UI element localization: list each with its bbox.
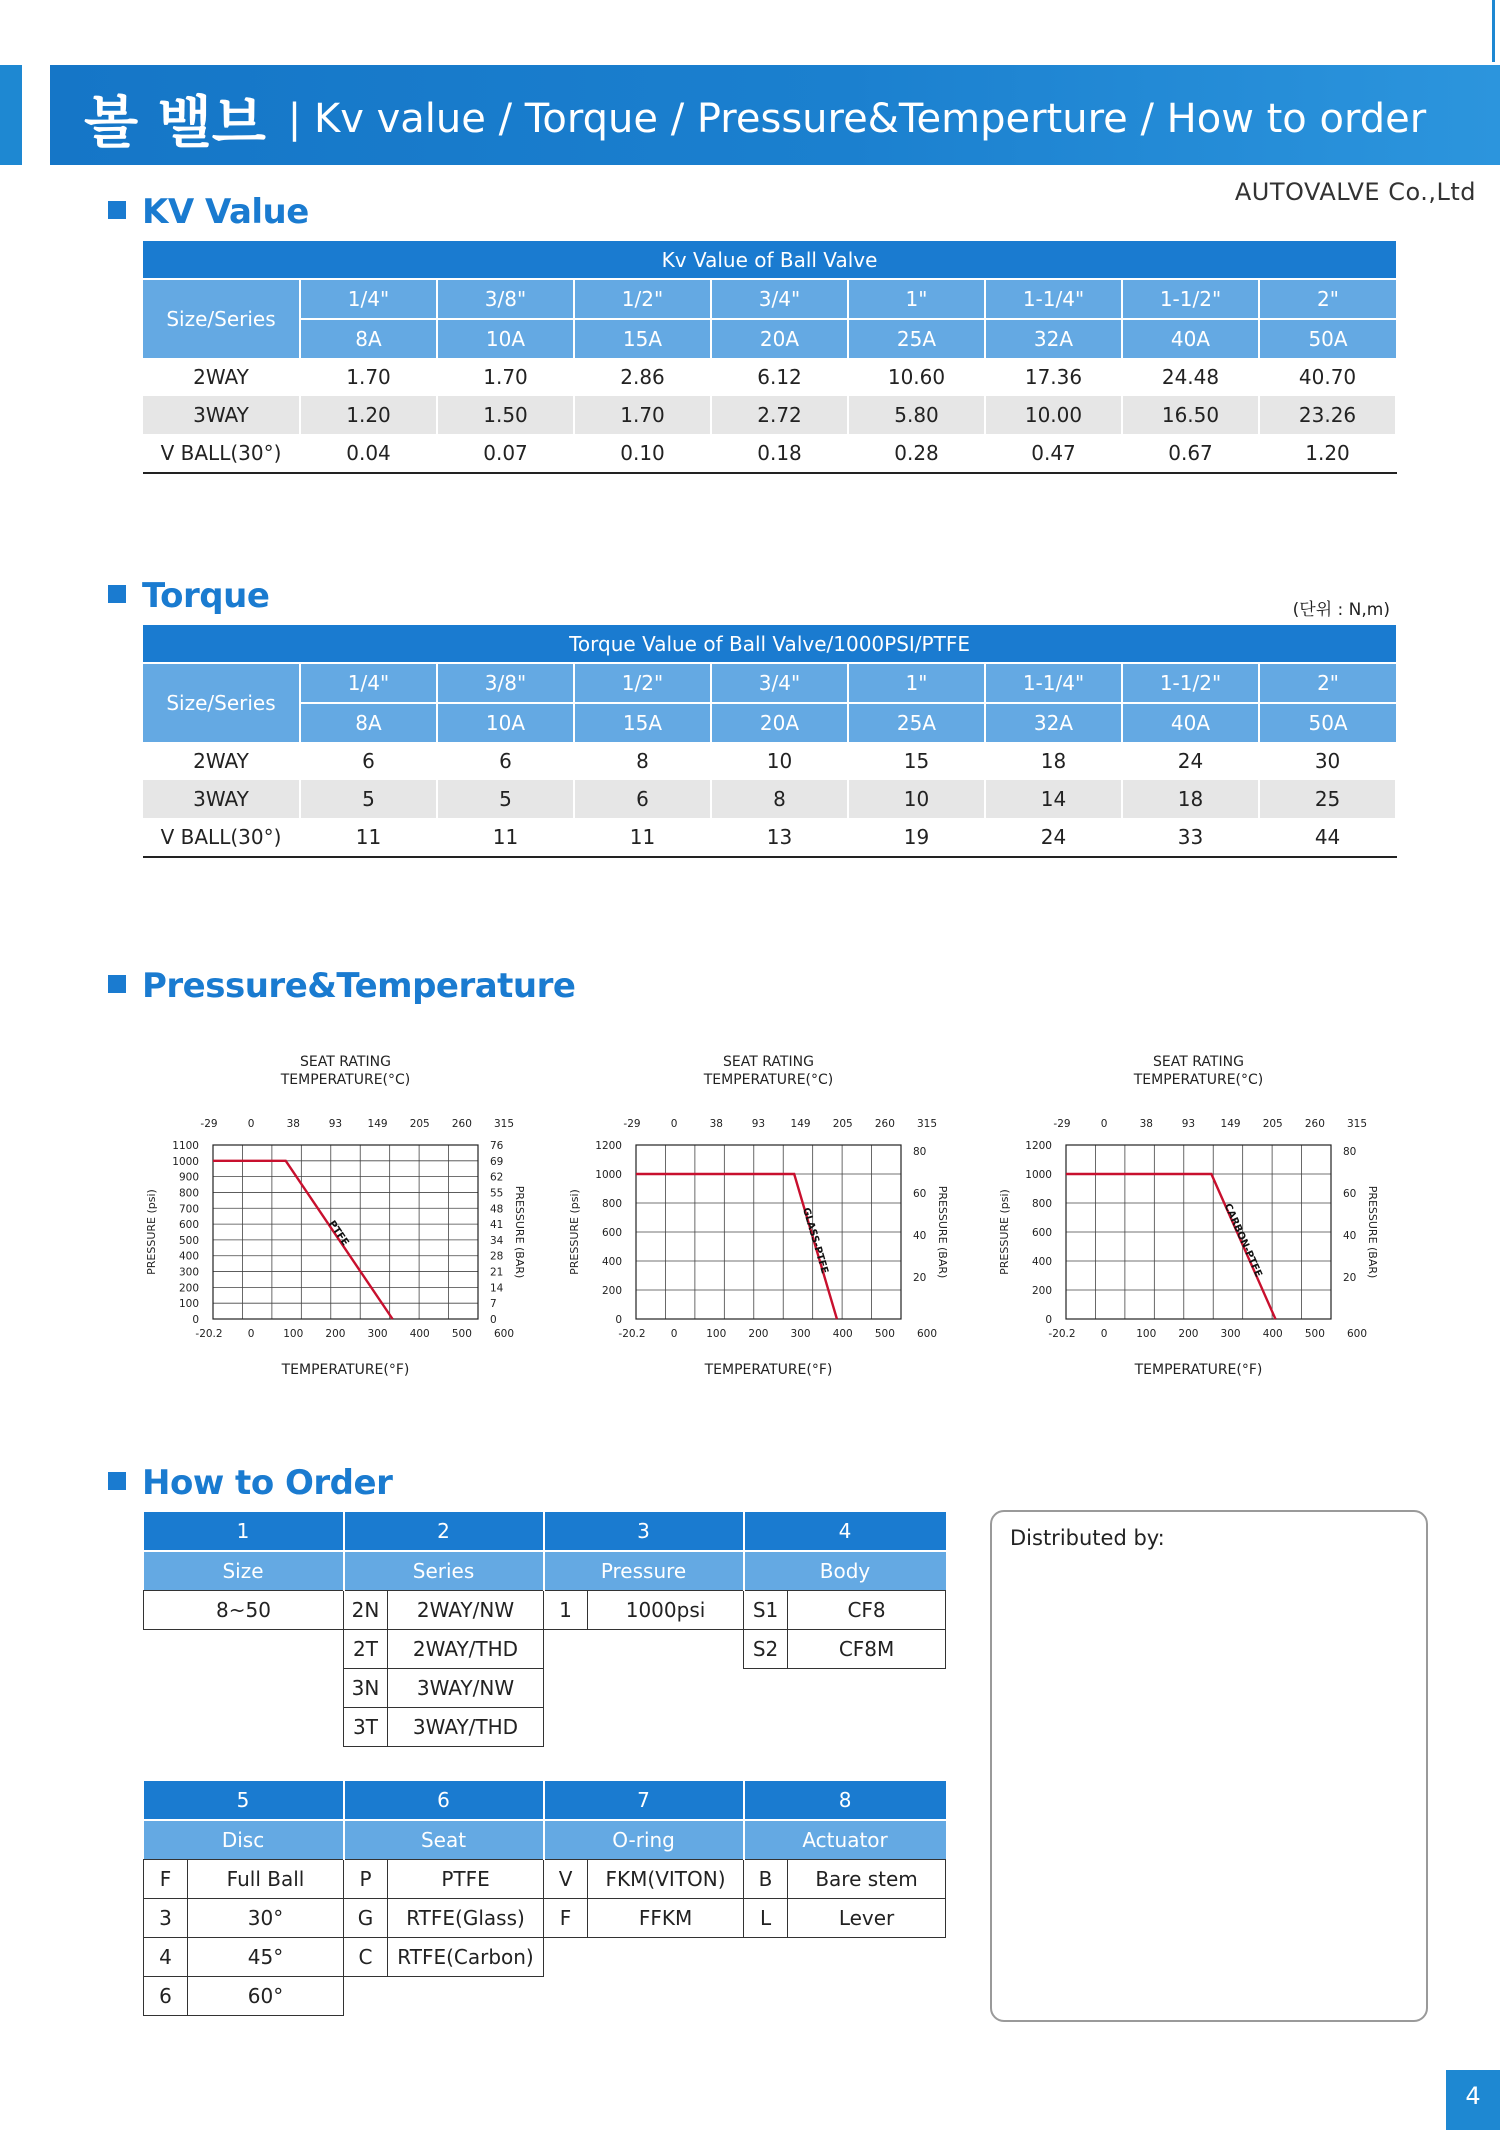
psi-tick-label: 600: [178, 1219, 199, 1232]
value-cell: 5.80: [848, 396, 985, 434]
section-pt-title: Pressure&Temperature: [108, 966, 575, 1006]
celsius-tick-label: 149: [790, 1118, 811, 1130]
psi-tick-label: 300: [178, 1266, 199, 1279]
page-number: 4: [1446, 2070, 1500, 2130]
value-cell: 11: [437, 818, 574, 857]
psi-tick-label: 800: [178, 1187, 199, 1200]
torque-row-header: Size/Series: [143, 663, 300, 742]
chart-top-axis-label: TEMPERATURE(°C): [1133, 1072, 1264, 1088]
size-inch: 2": [1259, 279, 1396, 319]
series-label: GLASS-PTFE: [800, 1206, 830, 1276]
value-cell: 6: [437, 742, 574, 780]
bar-tick-label: 28: [490, 1250, 504, 1263]
size-inch: 1-1/2": [1122, 663, 1259, 703]
oring-name: FFKM: [588, 1899, 744, 1938]
psi-tick-label: 1000: [172, 1155, 199, 1168]
oring-name: FKM(VITON): [588, 1860, 744, 1899]
body-code: S1: [744, 1591, 788, 1630]
value-cell: 40.70: [1259, 358, 1396, 396]
value-cell: 1.50: [437, 396, 574, 434]
psi-tick-label: 400: [601, 1256, 622, 1268]
fahrenheit-tick-label: 100: [1136, 1328, 1157, 1340]
disc-name: Full Ball: [188, 1860, 344, 1899]
disc-name: 30°: [188, 1899, 344, 1938]
celsius-tick-label: 93: [1181, 1118, 1196, 1130]
value-cell: 2.86: [574, 358, 711, 396]
size-inch: 3/8": [437, 279, 574, 319]
value-cell: 2.72: [711, 396, 848, 434]
seat-code: P: [344, 1860, 388, 1899]
psi-tick-label: 1200: [1025, 1140, 1052, 1152]
fahrenheit-tick-label: 400: [1262, 1328, 1283, 1340]
bar-tick-label: 41: [490, 1219, 504, 1232]
value-cell: 18: [1122, 780, 1259, 818]
psi-tick-label: 900: [178, 1171, 199, 1184]
series-name: 2WAY/NW: [388, 1591, 544, 1630]
size-a: 25A: [848, 319, 985, 358]
section-square-icon: [108, 975, 126, 993]
value-cell: 1.70: [300, 358, 437, 396]
celsius-tick-label: 38: [709, 1118, 723, 1130]
fahrenheit-tick-label: 0: [247, 1328, 255, 1340]
size-inch: 1/2": [574, 663, 711, 703]
value-cell: 8: [711, 780, 848, 818]
psi-tick-label: 200: [178, 1282, 199, 1295]
order-table-2-container: [143, 1781, 946, 2016]
header-left-tab: [0, 65, 22, 165]
table-row: [143, 434, 1396, 473]
torque-unit: (단위 : N,m): [1292, 600, 1390, 620]
seat-name: PTFE: [388, 1860, 544, 1899]
size-inch: 3/8": [437, 663, 574, 703]
celsius-tick-label: 0: [247, 1118, 255, 1130]
celsius-tick-label: 38: [286, 1118, 300, 1130]
pressure-name: 1000psi: [588, 1591, 744, 1630]
disc-code: 4: [144, 1938, 188, 1977]
actuator-name: Lever: [788, 1899, 946, 1938]
value-cell: 10.60: [848, 358, 985, 396]
size-a: 40A: [1122, 319, 1259, 358]
chart-title: SEAT RATING: [723, 1054, 814, 1070]
fahrenheit-tick-label: 500: [874, 1328, 895, 1340]
value-cell: 5: [300, 780, 437, 818]
row-label: 2WAY: [143, 358, 300, 396]
value-cell: 14: [985, 780, 1122, 818]
size-a: 40A: [1122, 703, 1259, 742]
series-label: PTFE: [325, 1218, 351, 1249]
celsius-tick-label: 0: [1100, 1118, 1108, 1130]
value-cell: 8: [574, 742, 711, 780]
value-cell: 0.67: [1122, 434, 1259, 473]
celsius-tick-label: 315: [916, 1118, 938, 1130]
size-inch: 3/4": [711, 663, 848, 703]
order-step-label: Body: [744, 1551, 946, 1591]
celsius-tick-label: 315: [493, 1118, 515, 1130]
pressure-code: 1: [544, 1591, 588, 1630]
fahrenheit-tick-label: 200: [325, 1328, 346, 1340]
torque-table: [143, 625, 1397, 858]
celsius-tick-label: 38: [1139, 1118, 1153, 1130]
series-code: 3N: [344, 1669, 388, 1708]
bar-tick-label: 20: [913, 1271, 927, 1284]
psi-tick-label: 0: [192, 1314, 199, 1326]
psi-tick-label: 1100: [172, 1140, 199, 1152]
celsius-tick-label: 260: [1304, 1118, 1325, 1130]
seat-name: RTFE(Carbon): [388, 1938, 544, 1977]
body-name: CF8: [788, 1591, 946, 1630]
order-step-number: 3: [544, 1512, 744, 1551]
psi-tick-label: 700: [178, 1203, 199, 1216]
value-cell: 1.20: [300, 396, 437, 434]
bar-tick-label: 62: [490, 1171, 504, 1184]
order-step-number: 6: [344, 1781, 544, 1820]
order-step-number: 5: [144, 1781, 344, 1820]
series-name: 2WAY/THD: [388, 1630, 544, 1669]
series-code: 2T: [344, 1630, 388, 1669]
disc-code: F: [144, 1860, 188, 1899]
size-a: 20A: [711, 703, 848, 742]
bar-tick-label: 60: [1343, 1187, 1357, 1200]
psi-tick-label: 1000: [1025, 1169, 1052, 1181]
celsius-tick-label: -29: [1053, 1118, 1071, 1130]
chart-ylabel: PRESSURE (psi): [568, 1189, 581, 1275]
body-code: S2: [744, 1630, 788, 1669]
seat-code: C: [344, 1938, 388, 1977]
value-cell: 1.20: [1259, 434, 1396, 473]
order-step-label: Series: [344, 1551, 544, 1591]
psi-tick-label: 1200: [595, 1140, 622, 1152]
value-cell: 30: [1259, 742, 1396, 780]
fahrenheit-tick-label: -20.2: [1048, 1328, 1076, 1340]
bar-tick-label: 14: [490, 1282, 504, 1295]
value-cell: 25: [1259, 780, 1396, 818]
fahrenheit-tick-label: 600: [1346, 1328, 1368, 1340]
size-inch: 1": [848, 279, 985, 319]
actuator-name: Bare stem: [788, 1860, 946, 1899]
celsius-tick-label: 93: [751, 1118, 766, 1130]
size-a: 32A: [985, 703, 1122, 742]
value-cell: 24.48: [1122, 358, 1259, 396]
section-torque-title: Torque: [108, 576, 269, 616]
psi-tick-label: 800: [1031, 1198, 1052, 1210]
value-cell: 6: [300, 742, 437, 780]
size-inch: 1/2": [574, 279, 711, 319]
body-name: CF8M: [788, 1630, 946, 1669]
chart-xlabel: TEMPERATURE(°F): [704, 1362, 833, 1378]
psi-tick-label: 1000: [595, 1169, 622, 1181]
size-a: 50A: [1259, 319, 1396, 358]
size-inch: 1-1/2": [1122, 279, 1259, 319]
value-cell: 24: [1122, 742, 1259, 780]
distributed-by-label: Distributed by:: [1010, 1526, 1165, 1550]
value-cell: 10: [711, 742, 848, 780]
order-step-label: Size: [144, 1551, 344, 1591]
oring-code: F: [544, 1899, 588, 1938]
series-line: [636, 1174, 837, 1319]
bar-tick-label: 21: [490, 1266, 504, 1279]
company-name: AUTOVALVE Co.,Ltd: [1234, 178, 1476, 206]
celsius-tick-label: 315: [1346, 1118, 1368, 1130]
fahrenheit-tick-label: 500: [1304, 1328, 1325, 1340]
value-cell: 0.47: [985, 434, 1122, 473]
order-step-number: 8: [744, 1781, 946, 1820]
page-header: [50, 65, 1500, 165]
table-row: [143, 358, 1396, 396]
chart-top-axis-label: TEMPERATURE(°C): [703, 1072, 834, 1088]
value-cell: 1.70: [574, 396, 711, 434]
size-a: 32A: [985, 319, 1122, 358]
psi-tick-label: 500: [178, 1234, 199, 1247]
size-inch: 3/4": [711, 279, 848, 319]
value-cell: 0.04: [300, 434, 437, 473]
order-table-1-container: [143, 1512, 946, 1747]
size-inch: 1-1/4": [985, 279, 1122, 319]
fahrenheit-tick-label: -20.2: [195, 1328, 223, 1340]
order-step-label: O-ring: [544, 1820, 744, 1860]
size-a: 25A: [848, 703, 985, 742]
series-name: 3WAY/THD: [388, 1708, 544, 1747]
value-cell: 6.12: [711, 358, 848, 396]
pressure-temperature-charts: [0, 1040, 1500, 1390]
chart-title: SEAT RATING: [300, 1054, 391, 1070]
value-cell: 19: [848, 818, 985, 857]
disc-code: 6: [144, 1977, 188, 2016]
celsius-tick-label: -29: [200, 1118, 218, 1130]
fahrenheit-tick-label: 200: [1178, 1328, 1199, 1340]
fahrenheit-tick-label: 300: [1220, 1328, 1241, 1340]
series-label: CARBON-PTFE: [1221, 1202, 1264, 1279]
celsius-tick-label: 0: [670, 1118, 678, 1130]
fahrenheit-tick-label: 500: [451, 1328, 472, 1340]
chart-frame: [213, 1145, 478, 1319]
size-inch: 2": [1259, 663, 1396, 703]
size-a: 15A: [574, 703, 711, 742]
torque-caption: Torque Value of Ball Valve/1000PSI/PTFE: [143, 625, 1396, 663]
value-cell: 0.28: [848, 434, 985, 473]
celsius-tick-label: 260: [451, 1118, 472, 1130]
size-inch: 1/4": [300, 663, 437, 703]
order-step-label: Disc: [144, 1820, 344, 1860]
actuator-code: B: [744, 1860, 788, 1899]
disc-name: 60°: [188, 1977, 344, 2016]
header-title-english: | Kv value / Torque / Pressure&Temperture / How to order: [287, 96, 1427, 142]
size-range: 8~50: [144, 1591, 344, 1630]
value-cell: 15: [848, 742, 985, 780]
series-name: 3WAY/NW: [388, 1669, 544, 1708]
bar-tick-label: 40: [1343, 1229, 1357, 1242]
celsius-tick-label: 149: [1220, 1118, 1241, 1130]
celsius-tick-label: 205: [1262, 1118, 1283, 1130]
value-cell: 0.18: [711, 434, 848, 473]
celsius-tick-label: 205: [832, 1118, 853, 1130]
oring-code: V: [544, 1860, 588, 1899]
celsius-tick-label: 93: [328, 1118, 343, 1130]
size-inch: 1/4": [300, 279, 437, 319]
fahrenheit-tick-label: 0: [1100, 1328, 1108, 1340]
bar-tick-label: 20: [1343, 1271, 1357, 1284]
psi-tick-label: 0: [615, 1314, 622, 1326]
value-cell: 0.07: [437, 434, 574, 473]
psi-tick-label: 0: [1045, 1314, 1052, 1326]
chart-title: SEAT RATING: [1153, 1054, 1244, 1070]
fahrenheit-tick-label: 100: [706, 1328, 727, 1340]
order-step-number: 2: [344, 1512, 544, 1551]
chart-y2label: PRESSURE (BAR): [1366, 1185, 1379, 1279]
value-cell: 5: [437, 780, 574, 818]
psi-tick-label: 400: [178, 1250, 199, 1263]
size-inch: 1": [848, 663, 985, 703]
chart-y2label: PRESSURE (BAR): [936, 1185, 949, 1279]
size-a: 8A: [300, 703, 437, 742]
row-label: 3WAY: [143, 396, 300, 434]
actuator-code: L: [744, 1899, 788, 1938]
series-code: 2N: [344, 1591, 388, 1630]
row-label: 3WAY: [143, 780, 300, 818]
section-square-icon: [108, 1472, 126, 1490]
fahrenheit-tick-label: 600: [493, 1328, 515, 1340]
bar-tick-label: 69: [490, 1155, 504, 1168]
size-a: 20A: [711, 319, 848, 358]
size-inch: 1-1/4": [985, 663, 1122, 703]
psi-tick-label: 100: [178, 1298, 199, 1311]
psi-tick-label: 800: [601, 1198, 622, 1210]
celsius-tick-label: 260: [874, 1118, 895, 1130]
bar-tick-label: 34: [490, 1234, 504, 1247]
order-table-2: [143, 1781, 946, 2016]
order-step-number: 4: [744, 1512, 946, 1551]
order-step-label: Actuator: [744, 1820, 946, 1860]
value-cell: 0.10: [574, 434, 711, 473]
value-cell: 16.50: [1122, 396, 1259, 434]
bar-tick-label: 40: [913, 1229, 927, 1242]
bar-tick-label: 80: [913, 1145, 927, 1158]
bar-tick-label: 55: [490, 1187, 504, 1200]
order-step-label: Pressure: [544, 1551, 744, 1591]
header-title-korean: 볼 밸브: [84, 91, 266, 156]
celsius-tick-label: 205: [409, 1118, 430, 1130]
order-table-1: [143, 1512, 946, 1747]
size-a: 50A: [1259, 703, 1396, 742]
bar-tick-label: 76: [490, 1140, 504, 1152]
header-accent-line: [1492, 0, 1495, 62]
series-code: 3T: [344, 1708, 388, 1747]
distributor-box: [990, 1510, 1428, 2022]
kv-caption: Kv Value of Ball Valve: [143, 241, 1396, 279]
fahrenheit-tick-label: 600: [916, 1328, 938, 1340]
disc-code: 3: [144, 1899, 188, 1938]
value-cell: 18: [985, 742, 1122, 780]
value-cell: 11: [300, 818, 437, 857]
psi-tick-label: 400: [1031, 1256, 1052, 1268]
table-row: [143, 818, 1396, 857]
fahrenheit-tick-label: 400: [832, 1328, 853, 1340]
celsius-tick-label: -29: [623, 1118, 641, 1130]
value-cell: 23.26: [1259, 396, 1396, 434]
order-step-number: 1: [144, 1512, 344, 1551]
chart-top-axis-label: TEMPERATURE(°C): [280, 1072, 411, 1088]
order-step-number: 7: [544, 1781, 744, 1820]
chart-xlabel: TEMPERATURE(°F): [1134, 1362, 1263, 1378]
bar-tick-label: 60: [913, 1187, 927, 1200]
value-cell: 11: [574, 818, 711, 857]
value-cell: 6: [574, 780, 711, 818]
size-a: 8A: [300, 319, 437, 358]
row-label: V BALL(30°): [143, 818, 300, 857]
bar-tick-label: 7: [490, 1298, 497, 1311]
chart-ylabel: PRESSURE (psi): [998, 1189, 1011, 1275]
row-label: V BALL(30°): [143, 434, 300, 473]
row-label: 2WAY: [143, 742, 300, 780]
kv-row-header: Size/Series: [143, 279, 300, 358]
size-a: 10A: [437, 319, 574, 358]
value-cell: 10: [848, 780, 985, 818]
fahrenheit-tick-label: 200: [748, 1328, 769, 1340]
bar-tick-label: 80: [1343, 1145, 1357, 1158]
section-square-icon: [108, 585, 126, 603]
section-square-icon: [108, 201, 126, 219]
table-row: [143, 396, 1396, 434]
psi-tick-label: 200: [601, 1285, 622, 1297]
fahrenheit-tick-label: 0: [670, 1328, 678, 1340]
size-a: 10A: [437, 703, 574, 742]
chart-xlabel: TEMPERATURE(°F): [281, 1362, 410, 1378]
celsius-tick-label: 149: [367, 1118, 388, 1130]
fahrenheit-tick-label: -20.2: [618, 1328, 646, 1340]
chart-y2label: PRESSURE (BAR): [513, 1185, 526, 1279]
seat-name: RTFE(Glass): [388, 1899, 544, 1938]
order-step-label: Seat: [344, 1820, 544, 1860]
table-row: [143, 742, 1396, 780]
chart-ylabel: PRESSURE (psi): [145, 1189, 158, 1275]
fahrenheit-tick-label: 300: [367, 1328, 388, 1340]
value-cell: 17.36: [985, 358, 1122, 396]
table-row: [143, 780, 1396, 818]
fahrenheit-tick-label: 300: [790, 1328, 811, 1340]
fahrenheit-tick-label: 100: [283, 1328, 304, 1340]
bar-tick-label: 48: [490, 1203, 504, 1216]
value-cell: 44: [1259, 818, 1396, 857]
disc-name: 45°: [188, 1938, 344, 1977]
psi-tick-label: 600: [1031, 1227, 1052, 1239]
seat-code: G: [344, 1899, 388, 1938]
psi-tick-label: 600: [601, 1227, 622, 1239]
value-cell: 24: [985, 818, 1122, 857]
value-cell: 1.70: [437, 358, 574, 396]
fahrenheit-tick-label: 400: [409, 1328, 430, 1340]
bar-tick-label: 0: [490, 1314, 497, 1326]
kv-table-container: [143, 241, 1397, 474]
value-cell: 10.00: [985, 396, 1122, 434]
torque-table-container: [143, 625, 1397, 858]
kv-table: [143, 241, 1397, 474]
section-kv-title: KV Value: [108, 192, 309, 232]
psi-tick-label: 200: [1031, 1285, 1052, 1297]
value-cell: 13: [711, 818, 848, 857]
value-cell: 33: [1122, 818, 1259, 857]
size-a: 15A: [574, 319, 711, 358]
section-order-title: How to Order: [108, 1463, 392, 1503]
